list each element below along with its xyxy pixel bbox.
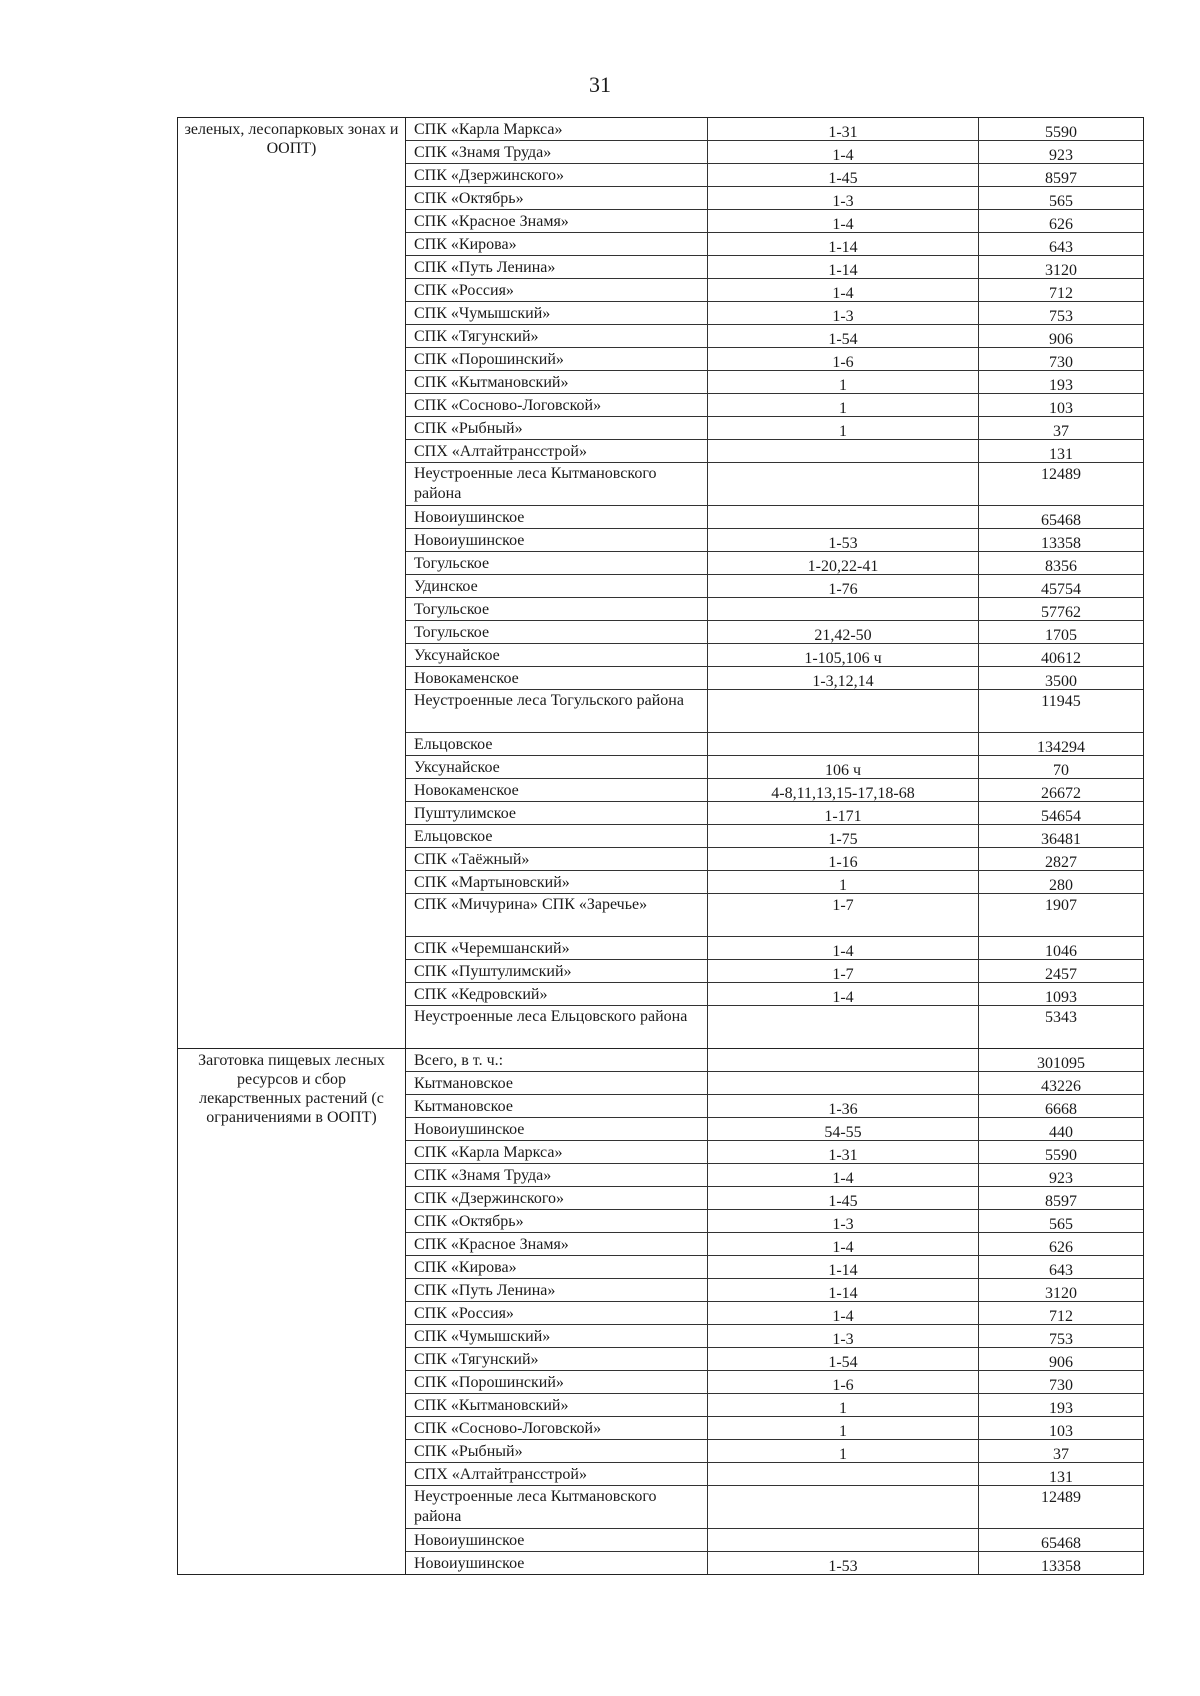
area-cell: 8597 xyxy=(1045,1193,1077,1209)
page-number: 31 xyxy=(589,72,611,97)
forest-name-cell: СПК «Октябрь» xyxy=(406,1210,708,1232)
area-cell: 37 xyxy=(1053,423,1069,439)
area-cell: 103 xyxy=(1049,1423,1073,1439)
quarters-cell: 1-36 xyxy=(708,1095,979,1117)
forest-name-cell: СПК «Россия» xyxy=(406,279,708,301)
area-cell: 753 xyxy=(1049,308,1073,324)
quarters-cell: 1-14 xyxy=(708,233,979,255)
forest-name-cell: СПК «Знамя Труда» xyxy=(406,1164,708,1186)
table-row xyxy=(406,1094,1143,1117)
quarters-cell: 1-20,22-41 xyxy=(708,552,979,574)
quarters-cell: 1 xyxy=(708,1440,979,1462)
forest-name-cell: СПК «Кирова» xyxy=(406,1256,708,1278)
table-row xyxy=(406,1370,1143,1393)
forest-name-cell: Всего, в т. ч.: xyxy=(406,1049,708,1071)
table-row xyxy=(406,893,1143,936)
forest-name-cell: СПК «Мичурина» СПК «Заречье» xyxy=(406,894,708,936)
quarters-cell: 1 xyxy=(708,394,979,416)
quarters-cell: 1-6 xyxy=(708,1371,979,1393)
quarters-cell: 1-3 xyxy=(708,1210,979,1232)
forest-name-cell: СПК «Дзержинского» xyxy=(406,164,708,186)
quarters-cell: 1-3 xyxy=(708,302,979,324)
quarters-cell: 1-4 xyxy=(708,1164,979,1186)
table-row xyxy=(406,1439,1143,1462)
forest-name-cell: СПК «Красное Знамя» xyxy=(406,210,708,232)
table-row xyxy=(406,1049,1143,1071)
table-row xyxy=(406,186,1143,209)
forest-name-cell: СПК «Таёжный» xyxy=(406,848,708,870)
area-cell: 565 xyxy=(1049,1216,1073,1232)
area-cell: 5343 xyxy=(1045,1009,1077,1026)
quarters-cell xyxy=(708,690,979,732)
forest-name-cell: Пуштулимское xyxy=(406,802,708,824)
forest-name-cell: Кытмановское xyxy=(406,1095,708,1117)
forest-name-cell: Уксунайское xyxy=(406,644,708,666)
area-cell: 923 xyxy=(1049,147,1073,163)
quarters-cell: 1-3,12,14 xyxy=(708,667,979,689)
quarters-cell xyxy=(708,506,979,528)
table-row xyxy=(406,1324,1143,1347)
forest-name-cell: Новоиушинское xyxy=(406,506,708,528)
category-cell: Заготовка пищевых лесных ресурсов и сбор лекарственных растений (с ограничениями в ООПТ) xyxy=(178,1049,406,1574)
table-row xyxy=(406,1462,1143,1485)
table-row xyxy=(406,1232,1143,1255)
area-cell: 1046 xyxy=(1045,943,1077,959)
quarters-cell xyxy=(708,463,979,505)
forest-name-cell: СПК «Дзержинского» xyxy=(406,1187,708,1209)
table-row xyxy=(406,370,1143,393)
forest-name-cell: Новокаменское xyxy=(406,667,708,689)
forest-name-cell: Новоиушинское xyxy=(406,1529,708,1551)
table-row xyxy=(406,1278,1143,1301)
area-cell: 65468 xyxy=(1041,1535,1081,1551)
forest-name-cell: Новокаменское xyxy=(406,779,708,801)
forest-name-cell: Уксунайское xyxy=(406,756,708,778)
area-cell: 730 xyxy=(1049,1377,1073,1393)
table-row xyxy=(406,666,1143,689)
area-cell: 626 xyxy=(1049,216,1073,232)
area-cell: 3120 xyxy=(1045,262,1077,278)
table-row xyxy=(406,551,1143,574)
area-cell: 103 xyxy=(1049,400,1073,416)
forest-name-cell: СПК «Рыбный» xyxy=(406,1440,708,1462)
forest-name-cell: СПК «Порошинский» xyxy=(406,1371,708,1393)
forest-name-cell: Неустроенные леса Кытмановского района xyxy=(406,1486,708,1528)
quarters-cell: 1-54 xyxy=(708,325,979,347)
quarters-cell: 1-4 xyxy=(708,1302,979,1324)
table-row xyxy=(406,1255,1143,1278)
forest-name-cell: Новоиушинское xyxy=(406,1552,708,1574)
area-cell: 923 xyxy=(1049,1170,1073,1186)
area-cell: 8356 xyxy=(1045,558,1077,574)
table-row xyxy=(406,118,1143,140)
quarters-cell xyxy=(708,1463,979,1485)
forest-name-cell: СПК «Кедровский» xyxy=(406,983,708,1005)
forest-table xyxy=(177,117,1144,1575)
area-cell: 730 xyxy=(1049,354,1073,370)
table-section xyxy=(178,1048,1143,1574)
category-cell: зеленых, лесопарковых зонах и ООПТ) xyxy=(178,118,406,1048)
area-cell: 643 xyxy=(1049,239,1073,255)
quarters-cell: 1-171 xyxy=(708,802,979,824)
table-row xyxy=(406,847,1143,870)
quarters-cell: 1-7 xyxy=(708,894,979,936)
area-cell: 5590 xyxy=(1045,1147,1077,1163)
table-row xyxy=(406,462,1143,505)
forest-name-cell: СПК «Красное Знамя» xyxy=(406,1233,708,1255)
area-cell: 11945 xyxy=(1041,693,1081,710)
table-row xyxy=(406,416,1143,439)
table-row xyxy=(406,643,1143,666)
quarters-cell: 1-3 xyxy=(708,1325,979,1347)
area-cell: 3500 xyxy=(1045,673,1077,689)
table-row xyxy=(406,936,1143,959)
forest-name-cell: СПХ «Алтайтрансстрой» xyxy=(406,440,708,462)
table-row xyxy=(406,755,1143,778)
area-cell: 57762 xyxy=(1041,604,1081,620)
forest-name-cell: Новоиушинское xyxy=(406,529,708,551)
quarters-cell: 1-14 xyxy=(708,256,979,278)
quarters-cell xyxy=(708,598,979,620)
quarters-cell xyxy=(708,1486,979,1528)
forest-name-cell: СПК «Чумышский» xyxy=(406,302,708,324)
quarters-cell: 1-4 xyxy=(708,210,979,232)
area-cell: 134294 xyxy=(1037,739,1085,755)
area-cell: 13358 xyxy=(1041,535,1081,551)
forest-name-cell: СПК «Кытмановский» xyxy=(406,371,708,393)
quarters-cell: 1-53 xyxy=(708,1552,979,1574)
quarters-cell: 1-45 xyxy=(708,1187,979,1209)
quarters-cell: 1-4 xyxy=(708,983,979,1005)
table-row xyxy=(406,209,1143,232)
table-section xyxy=(178,118,1143,1048)
table-row xyxy=(406,324,1143,347)
quarters-cell: 1 xyxy=(708,371,979,393)
area-cell: 280 xyxy=(1049,877,1073,893)
area-cell: 1907 xyxy=(1045,897,1077,914)
forest-name-cell: Тогульское xyxy=(406,552,708,574)
table-row xyxy=(406,574,1143,597)
quarters-cell: 1-3 xyxy=(708,187,979,209)
forest-name-cell: Неустроенные леса Кытмановского района xyxy=(406,463,708,505)
forest-name-cell: СПК «Мартыновский» xyxy=(406,871,708,893)
area-cell: 626 xyxy=(1049,1239,1073,1255)
quarters-cell xyxy=(708,1529,979,1551)
forest-name-cell: Ельцовское xyxy=(406,825,708,847)
table-row xyxy=(406,689,1143,732)
forest-name-cell: СПК «Черемшанский» xyxy=(406,937,708,959)
quarters-cell: 1-76 xyxy=(708,575,979,597)
area-cell: 643 xyxy=(1049,1262,1073,1278)
quarters-cell xyxy=(708,1072,979,1094)
area-cell: 906 xyxy=(1049,1354,1073,1370)
forest-name-cell: СПК «Карла Маркса» xyxy=(406,118,708,140)
table-row xyxy=(406,1186,1143,1209)
quarters-cell: 21,42-50 xyxy=(708,621,979,643)
area-cell: 3120 xyxy=(1045,1285,1077,1301)
area-cell: 12489 xyxy=(1041,466,1081,483)
quarters-cell xyxy=(708,1049,979,1071)
forest-name-cell: СПК «Кирова» xyxy=(406,233,708,255)
quarters-cell: 1-31 xyxy=(708,118,979,140)
table-row xyxy=(406,732,1143,755)
quarters-cell: 1-4 xyxy=(708,141,979,163)
area-cell: 193 xyxy=(1049,377,1073,393)
forest-name-cell: СПК «Порошинский» xyxy=(406,348,708,370)
forest-name-cell: Кытмановское xyxy=(406,1072,708,1094)
quarters-cell: 1-7 xyxy=(708,960,979,982)
area-cell: 131 xyxy=(1049,1469,1073,1485)
quarters-cell: 1-16 xyxy=(708,848,979,870)
quarters-cell: 1 xyxy=(708,417,979,439)
forest-name-cell: СПК «Россия» xyxy=(406,1302,708,1324)
table-row xyxy=(406,528,1143,551)
table-row xyxy=(406,1071,1143,1094)
forest-name-cell: СПХ «Алтайтрансстрой» xyxy=(406,1463,708,1485)
forest-name-cell: Тогульское xyxy=(406,598,708,620)
quarters-cell xyxy=(708,1006,979,1048)
area-cell: 37 xyxy=(1053,1446,1069,1462)
table-row xyxy=(406,1347,1143,1370)
forest-name-cell: СПК «Рыбный» xyxy=(406,417,708,439)
table-row xyxy=(406,301,1143,324)
table-row xyxy=(406,1005,1143,1048)
table-row xyxy=(406,620,1143,643)
table-row xyxy=(406,439,1143,462)
area-cell: 565 xyxy=(1049,193,1073,209)
table-row xyxy=(406,163,1143,186)
quarters-cell: 1 xyxy=(708,1417,979,1439)
forest-name-cell: СПК «Кытмановский» xyxy=(406,1394,708,1416)
forest-name-cell: СПК «Сосново-Логовской» xyxy=(406,1417,708,1439)
area-cell: 65468 xyxy=(1041,512,1081,528)
area-cell: 26672 xyxy=(1041,785,1081,801)
quarters-cell: 1-4 xyxy=(708,1233,979,1255)
quarters-cell: 1 xyxy=(708,1394,979,1416)
forest-name-cell: Удинское xyxy=(406,575,708,597)
quarters-cell: 54-55 xyxy=(708,1118,979,1140)
table-row xyxy=(406,505,1143,528)
area-cell: 1705 xyxy=(1045,627,1077,643)
table-row xyxy=(406,393,1143,416)
quarters-cell xyxy=(708,440,979,462)
area-cell: 6668 xyxy=(1045,1101,1077,1117)
forest-name-cell: СПК «Знамя Труда» xyxy=(406,141,708,163)
table-row xyxy=(406,140,1143,163)
forest-name-cell: СПК «Октябрь» xyxy=(406,187,708,209)
quarters-cell: 1 xyxy=(708,871,979,893)
table-row xyxy=(406,1209,1143,1232)
quarters-cell: 1-14 xyxy=(708,1279,979,1301)
quarters-cell: 1-45 xyxy=(708,164,979,186)
forest-name-cell: СПК «Путь Ленина» xyxy=(406,256,708,278)
area-cell: 301095 xyxy=(1037,1055,1085,1071)
table-row xyxy=(406,959,1143,982)
area-cell: 712 xyxy=(1049,285,1073,301)
forest-name-cell: СПК «Сосново-Логовской» xyxy=(406,394,708,416)
area-cell: 40612 xyxy=(1041,650,1081,666)
forest-name-cell: СПК «Тягунский» xyxy=(406,325,708,347)
area-cell: 193 xyxy=(1049,1400,1073,1416)
forest-name-cell: СПК «Пуштулимский» xyxy=(406,960,708,982)
area-cell: 36481 xyxy=(1041,831,1081,847)
table-row xyxy=(406,255,1143,278)
area-cell: 45754 xyxy=(1041,581,1081,597)
table-row xyxy=(406,1528,1143,1551)
table-row xyxy=(406,824,1143,847)
table-row xyxy=(406,1301,1143,1324)
area-cell: 440 xyxy=(1049,1124,1073,1140)
area-cell: 13358 xyxy=(1041,1558,1081,1574)
table-row xyxy=(406,982,1143,1005)
table-row xyxy=(406,232,1143,255)
quarters-cell: 1-6 xyxy=(708,348,979,370)
area-cell: 70 xyxy=(1053,762,1069,778)
area-cell: 5590 xyxy=(1045,124,1077,140)
quarters-cell: 1-4 xyxy=(708,279,979,301)
quarters-cell: 1-75 xyxy=(708,825,979,847)
table-row xyxy=(406,1551,1143,1574)
table-row xyxy=(406,1485,1143,1528)
table-row xyxy=(406,801,1143,824)
forest-name-cell: СПК «Чумышский» xyxy=(406,1325,708,1347)
forest-name-cell: СПК «Карла Маркса» xyxy=(406,1141,708,1163)
table-row xyxy=(406,778,1143,801)
area-cell: 712 xyxy=(1049,1308,1073,1324)
area-cell: 906 xyxy=(1049,331,1073,347)
table-row xyxy=(406,1140,1143,1163)
quarters-cell: 4-8,11,13,15-17,18-68 xyxy=(708,779,979,801)
table-row xyxy=(406,1163,1143,1186)
area-cell: 12489 xyxy=(1041,1489,1081,1506)
forest-name-cell: Неустроенные леса Тогульского района xyxy=(406,690,708,732)
forest-name-cell: СПК «Путь Ленина» xyxy=(406,1279,708,1301)
quarters-cell: 1-31 xyxy=(708,1141,979,1163)
table-row xyxy=(406,870,1143,893)
area-cell: 54654 xyxy=(1041,808,1081,824)
quarters-cell: 1-105,106 ч xyxy=(708,644,979,666)
forest-name-cell: Ельцовское xyxy=(406,733,708,755)
quarters-cell: 1-4 xyxy=(708,937,979,959)
table-row xyxy=(406,278,1143,301)
table-row xyxy=(406,347,1143,370)
table-row xyxy=(406,1393,1143,1416)
table-row xyxy=(406,597,1143,620)
quarters-cell xyxy=(708,733,979,755)
area-cell: 131 xyxy=(1049,446,1073,462)
quarters-cell: 1-14 xyxy=(708,1256,979,1278)
area-cell: 1093 xyxy=(1045,989,1077,1005)
quarters-cell: 1-54 xyxy=(708,1348,979,1370)
forest-name-cell: СПК «Тягунский» xyxy=(406,1348,708,1370)
area-cell: 8597 xyxy=(1045,170,1077,186)
area-cell: 43226 xyxy=(1041,1078,1081,1094)
table-row xyxy=(406,1117,1143,1140)
forest-name-cell: Новоиушинское xyxy=(406,1118,708,1140)
area-cell: 2827 xyxy=(1045,854,1077,870)
quarters-cell: 1-53 xyxy=(708,529,979,551)
area-cell: 2457 xyxy=(1045,966,1077,982)
forest-name-cell: Неустроенные леса Ельцовского района xyxy=(406,1006,708,1048)
area-cell: 753 xyxy=(1049,1331,1073,1347)
forest-name-cell: Тогульское xyxy=(406,621,708,643)
quarters-cell: 106 ч xyxy=(708,756,979,778)
table-row xyxy=(406,1416,1143,1439)
